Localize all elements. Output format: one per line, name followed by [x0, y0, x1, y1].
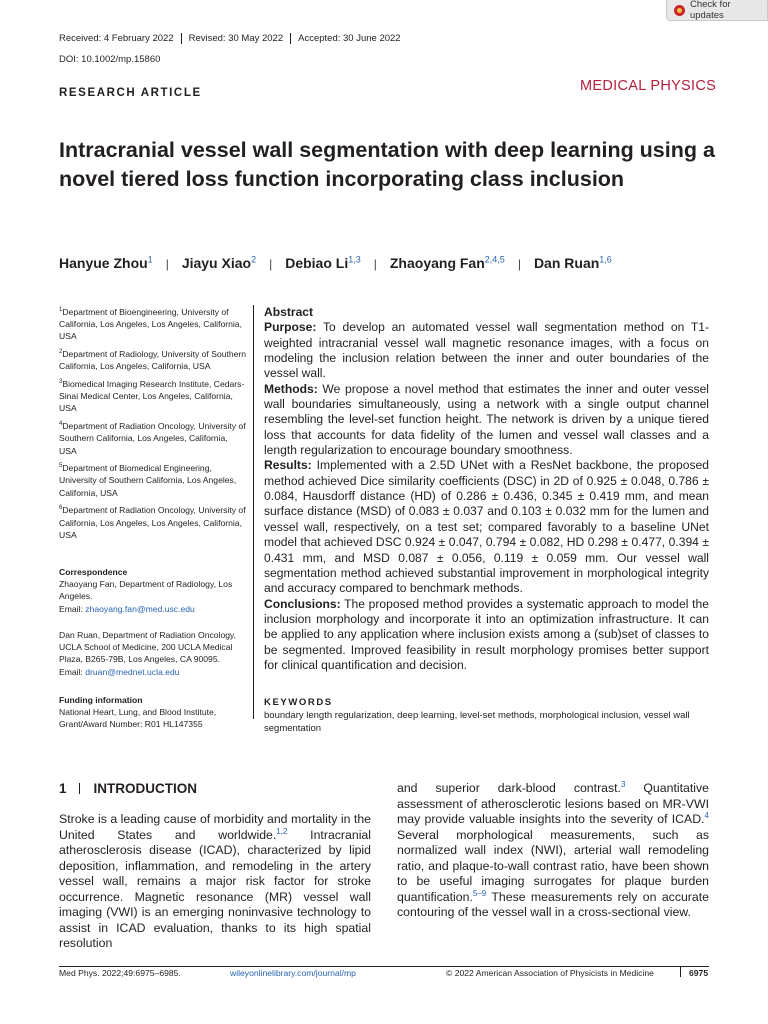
- abstract-purpose: Purpose: To develop an automated vessel wall segmentation method on T1-weighted intracranial vessel wall magnetic resonance images, with a focus on modeling the inclusion relation between the inner and outer boundaries of the vessel wall.: [264, 320, 709, 381]
- reference-link[interactable]: 5–9: [472, 888, 487, 898]
- correspondence-text: Dan Ruan, Department of Radiation Oncology, UCLA School of Medicine, 200 UCLA Medical Plaza, B265-79B, Los Angeles, CA 90095.: [59, 630, 237, 665]
- paper-title: Intracranial vessel wall segmentation with deep learning using a novel tiered loss function incorporating class inclusion: [59, 138, 715, 191]
- author-separator: |: [517, 257, 521, 271]
- author: Dan Ruan$^{1,6}$: [533, 254, 612, 271]
- author: Hanyue Zhou$^1$: [59, 254, 153, 271]
- crossmark-icon: [674, 5, 685, 16]
- accepted-date: Accepted: 30 June 2022: [290, 33, 407, 44]
- funding-text: National Heart, Lung, and Blood Institute, Grant/Award Number: R01 HL147355: [59, 707, 217, 730]
- abstract-conclusions: Conclusions: The proposed method provides a systematic approach to model the inclusion morphology and incorporate it into an optimization infrastructure. It can be applied to any application where inclusion exists among a (sub)set of classes to be segmented. Improved feasibility in result morphology promises better support for clinical quantification and decision.: [264, 596, 709, 672]
- section-number: 1: [59, 781, 67, 796]
- intro-left-column: [59, 812, 371, 952]
- funding-heading: Funding information: [59, 695, 143, 705]
- affiliation: $^6$Department of Radiation Oncology, University of California, Los Angeles, Los Angeles, California, USA: [59, 505, 246, 540]
- correspondence-second: [59, 629, 247, 678]
- section-separator: [79, 783, 80, 794]
- reference-link[interactable]: 4: [704, 811, 709, 820]
- author: Zhaoyang Fan$^{2,4,5}$: [389, 254, 505, 271]
- intro-paragraph-continued: and superior dark-blood contrast.$^3$ Quantitative assessment of atherosclerotic lesions based on MR-VWI may provide valuable insights into the severity of ICAD.$^4$ Several morphological measurements, such as normalized wall index (NWI), arterial wall remodeling ratio, and plaque-to-wall contrast ratio, have been shown to be useful imaging surrogates for plaque burden quantification.$^{5-9}$ These measurements rely on accurate contouring of the vessel wall in a cross-sectional view.: [397, 779, 709, 920]
- footer-separator: [680, 966, 681, 977]
- revised-date: Revised: 30 May 2022: [181, 33, 291, 44]
- affiliation: $^4$Department of Radiation Oncology, University of Southern California, Los Angeles, California, USA: [59, 421, 246, 456]
- author-affiliation-link[interactable]: 1,6: [599, 254, 612, 265]
- correspondence-heading: Correspondence: [59, 567, 128, 577]
- reference-link[interactable]: 1,2: [276, 826, 288, 836]
- email-link[interactable]: zhaoyang.fan@med.usc.edu: [85, 603, 195, 614]
- correspondence-email-line: Email: druan@mednet.ucla.edu: [59, 666, 180, 677]
- intro-paragraph: Stroke is a leading cause of morbidity and mortality in the United States and worldwide.$^{1,2}$ Intracranial atherosclerosis disease (ICAD), characterized by lipid deposition, inflammation, and remodeling in the artery vessel wall, remains a major risk factor for stroke occurrence. Magnetic resonance (MR) vessel wall imaging (VWI) is an emerging noninvasive technology to assist in ICAD evaluation, thanks to its high spatial resolution: [59, 812, 372, 951]
- keywords-text: boundary length regularization, deep learning, level-set methods, morphological inclusion, vessel wall segmentation: [264, 710, 690, 734]
- check-for-updates-button[interactable]: [666, 0, 768, 21]
- column-divider: [253, 305, 254, 719]
- footer-copyright: © 2022 American Association of Physicists in Medicine: [446, 968, 654, 978]
- abstract-results: Results: Implemented with a 2.5D UNet with a ResNet backbone, the proposed method achieved Dice similarity coefficients (DSC) in 2D of 0.925 ± 0.048, 0.786 ± 0.084, Hausdorff distance (HD) of 0.286 ± 0.436, 0.345 ± 0.419 mm, and mean surface distance (MSD) of 0.083 ± 0.037 and 0.103 ± 0.032 mm for the lumen and vessel wall, respectively, on a test set; compared favorably to a baseline UNet model that achieved DSC 0.924 ± 0.047, 0.794 ± 0.082, HD 0.298 ± 0.477, 0.394 ± 0.431 mm, and MSD 0.087 ± 0.056, 0.119 ± 0.059 mm. Our vessel wall segmentation method achieved substantial improvement in morphological integrity and accuracy compared to benchmark methods.: [264, 458, 709, 596]
- correspondence: [59, 566, 247, 615]
- affiliation: $^1$Department of Bioengineering, University of California, Los Angeles, Los Angeles, California, USA: [59, 307, 242, 342]
- intro-right-column: [397, 781, 709, 921]
- author: Jiayu Xiao$^2$: [181, 254, 257, 271]
- section-heading: [59, 781, 197, 796]
- abstract-methods: Methods: We propose a novel method that estimates the inner and outer vessel wall boundaries simultaneously, using a network with a single output channel resembling the level-set function height. The network is driven by a unique tiered loss that accounts for data fidelity of the lumen and vessel wall classes and a length regularization to encourage boundary smoothness.: [264, 381, 709, 458]
- footer-rule: [59, 966, 709, 967]
- check-for-updates-label: Check for updates: [689, 0, 731, 21]
- author-separator: |: [373, 257, 377, 271]
- abstract: [264, 305, 709, 673]
- correspondence-email-line: Email: zhaoyang.fan@med.usc.edu: [59, 603, 195, 614]
- email-link[interactable]: druan@mednet.ucla.edu: [85, 666, 180, 677]
- author-list: [59, 255, 612, 271]
- abstract-heading: Abstract: [264, 305, 314, 319]
- article-dates: [59, 33, 408, 44]
- author-separator: |: [269, 257, 273, 271]
- affiliation: $^3$Biomedical Imaging Research Institute, Cedars-Sinai Medical Center, Los Angeles, California, USA: [59, 379, 245, 414]
- journal-url-link[interactable]: wileyonlinelibrary.com/journal/mp: [230, 968, 356, 978]
- author-affiliation-link[interactable]: 2: [251, 254, 257, 265]
- correspondence-text: Zhaoyang Fan, Department of Radiology, Los Angeles.: [59, 579, 233, 602]
- author-affiliation-link[interactable]: 2,4,5: [484, 254, 505, 265]
- page-number: 6975: [689, 968, 709, 978]
- doi: DOI: 10.1002/mp.15860: [59, 54, 161, 65]
- section-title: INTRODUCTION: [93, 781, 198, 796]
- affiliations: [59, 306, 247, 546]
- received-date: Received: 4 February 2022: [59, 33, 174, 44]
- footer-citation: Med Phys. 2022;49:6975–6985.: [59, 968, 181, 978]
- author-separator: |: [165, 257, 169, 271]
- reference-link[interactable]: 3: [620, 779, 626, 789]
- author-affiliation-link[interactable]: 1: [147, 254, 153, 265]
- article-type: RESEARCH ARTICLE: [59, 87, 202, 99]
- author: Debiao Li$^{1,3}$: [285, 254, 361, 271]
- affiliation: $^5$Department of Biomedical Engineering, University of Southern California, Los Angeles, California, USA: [59, 463, 237, 498]
- keywords-heading: KEYWORDS: [264, 697, 333, 708]
- journal-name: MEDICAL PHYSICS: [580, 78, 717, 94]
- affiliation: $^2$Department of Radiology, University of Southern California, Los Angeles, California, USA: [59, 349, 247, 372]
- author-affiliation-link[interactable]: 1,3: [348, 254, 361, 265]
- funding-information: [59, 694, 247, 731]
